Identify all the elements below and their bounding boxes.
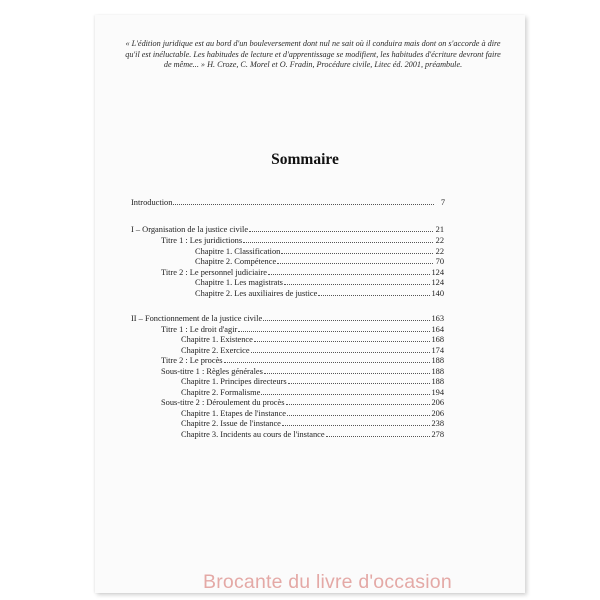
toc-entry-label: Chapitre 2. Issue de l'instance bbox=[181, 419, 281, 428]
toc-entry-label: Titre 2 : Le procès bbox=[161, 356, 223, 365]
toc-entry-label: Chapitre 1. Etapes de l'instance bbox=[181, 409, 286, 418]
toc-entry-label: Chapitre 1. Principes directeurs bbox=[181, 377, 287, 386]
dot-leader bbox=[261, 387, 430, 395]
dot-leader bbox=[173, 197, 434, 205]
toc-entry-label: Chapitre 3. Incidents au cours de l'instance bbox=[181, 430, 325, 439]
toc-entry bbox=[161, 397, 444, 408]
toc-entry-page-number: 21 bbox=[435, 225, 444, 234]
toc-entry-label: Titre 2 : Le personnel judiciaire bbox=[161, 268, 267, 277]
toc-entry bbox=[131, 313, 444, 324]
dot-leader bbox=[287, 408, 430, 416]
toc-entry-label: Titre 1 : Le droit d'agir bbox=[161, 325, 238, 334]
dot-leader bbox=[277, 256, 433, 264]
dot-leader bbox=[263, 313, 430, 321]
dot-leader bbox=[251, 345, 431, 353]
toc-entry-page-number: 278 bbox=[431, 430, 444, 439]
dot-leader bbox=[282, 418, 431, 426]
toc-entry-page-number: 168 bbox=[431, 335, 444, 344]
toc-entry-page-number: 124 bbox=[431, 278, 444, 287]
book-page bbox=[95, 15, 525, 593]
toc-entry-label: Chapitre 1. Classification bbox=[195, 247, 281, 256]
dot-leader bbox=[224, 355, 431, 363]
toc-entry-page-number: 238 bbox=[431, 419, 444, 428]
toc-entry bbox=[181, 334, 444, 345]
dot-leader bbox=[286, 397, 431, 405]
toc-entry-page-number: 188 bbox=[431, 377, 444, 386]
toc-entry-page-number: 163 bbox=[431, 314, 444, 323]
toc-entry bbox=[131, 224, 444, 235]
dot-leader bbox=[254, 334, 431, 342]
toc-entry-page-number: 188 bbox=[431, 367, 444, 376]
toc-entry-label: Introduction bbox=[131, 198, 173, 207]
toc-entry bbox=[195, 256, 444, 267]
toc-entry-label: II – Fonctionnement de la justice civile bbox=[131, 314, 263, 323]
toc-entry bbox=[161, 355, 444, 366]
toc-entry-label: Chapitre 2. Compétence bbox=[195, 257, 277, 266]
toc-entry-label: I – Organisation de la justice civile bbox=[131, 225, 249, 234]
dot-leader bbox=[281, 246, 433, 254]
toc-entry-page-number: 22 bbox=[435, 236, 444, 245]
toc-entry-page-number: 206 bbox=[431, 398, 444, 407]
dot-leader bbox=[238, 324, 430, 332]
toc-entry-page-number: 140 bbox=[431, 289, 444, 298]
toc-entry bbox=[181, 418, 444, 429]
watermark-text: Brocante du livre d'occasion bbox=[203, 571, 452, 593]
toc-entry-page-number: 124 bbox=[431, 268, 444, 277]
toc-entry bbox=[195, 277, 444, 288]
toc-entry-label: Chapitre 2. Formalisme bbox=[181, 388, 261, 397]
dot-leader bbox=[264, 366, 431, 374]
dot-leader bbox=[288, 376, 431, 384]
dot-leader bbox=[326, 429, 431, 437]
page-title: Sommaire bbox=[271, 151, 339, 168]
toc-entry-label: Sous-titre 1 : Règles générales bbox=[161, 367, 263, 376]
dot-leader bbox=[249, 224, 433, 232]
toc-entry-page-number: 194 bbox=[431, 388, 444, 397]
toc-entry-label: Chapitre 1. Existence bbox=[181, 335, 253, 344]
toc-entry-page-number: 188 bbox=[431, 356, 444, 365]
dot-leader bbox=[243, 235, 433, 243]
dot-leader bbox=[268, 267, 430, 275]
toc-entry-label: Titre 1 : Les juridictions bbox=[161, 236, 243, 245]
toc-entry bbox=[181, 376, 444, 387]
toc-entry bbox=[131, 197, 445, 208]
toc-entry-page-number: 164 bbox=[431, 325, 444, 334]
toc-entry bbox=[181, 429, 444, 440]
toc-entry bbox=[161, 235, 444, 246]
toc-entry bbox=[195, 288, 444, 299]
dot-leader bbox=[318, 288, 430, 296]
toc-entry-page-number: 174 bbox=[431, 346, 444, 355]
toc-entry-label: Chapitre 1. Les magistrats bbox=[195, 278, 283, 287]
toc-entry-page-number: 70 bbox=[435, 257, 444, 266]
toc-entry-label: Chapitre 2. Les auxiliaires de justice bbox=[195, 289, 318, 298]
toc-entry-page-number: 7 bbox=[440, 198, 445, 207]
table-of-contents bbox=[95, 15, 525, 593]
toc-entry-page-number: 206 bbox=[431, 409, 444, 418]
toc-entry-label: Chapitre 2. Exercice bbox=[181, 346, 250, 355]
dot-leader bbox=[284, 277, 431, 285]
epigraph-quote: « L'édition juridique est au bord d'un bouleversement dont nul ne sait où il conduira mais dont on s'accorde à dire qu'il est inéluctable. Les habitudes de lecture et d'apprentissage se modifient, les habitudes d'écriture devront faire de même... » H. Croze, C. Morel et O. Fradin, Procédure civile, Litec éd. 2001, préambule. bbox=[125, 39, 501, 70]
toc-entry-page-number: 22 bbox=[435, 247, 444, 256]
toc-entry-label: Sous-titre 2 : Déroulement du procès bbox=[161, 398, 285, 407]
